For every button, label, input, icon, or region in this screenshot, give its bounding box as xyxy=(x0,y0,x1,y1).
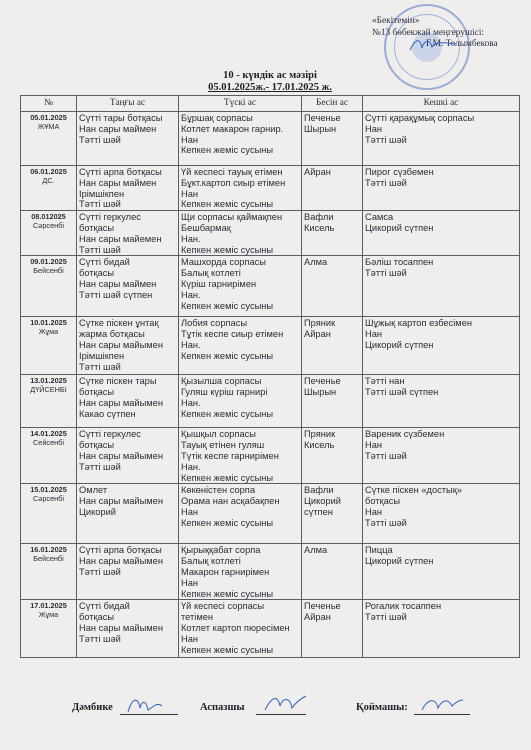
breakfast-item: Нан сары майымен xyxy=(79,496,163,507)
snack-item: Алма xyxy=(304,545,328,556)
lunch-item: Нан xyxy=(181,577,199,588)
row-date: 13.01.2025 xyxy=(30,376,67,386)
dinner-item: Тәтті шәй xyxy=(365,517,407,528)
lunch-item: Нан. xyxy=(181,289,201,300)
breakfast-item: Тәтті шәй xyxy=(79,633,121,644)
table-row xyxy=(21,428,520,484)
dinner-item: Нан xyxy=(365,123,383,134)
dinner-item: Сүтке піскен «достық» xyxy=(365,485,462,496)
breakfast-item: Омлет xyxy=(79,485,108,496)
dinner-cell xyxy=(363,112,520,166)
dinner-item: Пирог сүзбемен xyxy=(365,167,434,177)
lunch-item: Нан. xyxy=(181,397,201,408)
dinner-item: Тәтті нан xyxy=(365,376,405,387)
lunch-item: Бұкт.картоп сиыр етімен xyxy=(181,177,286,188)
breakfast-item: Какао сүтпен xyxy=(79,408,136,419)
lunch-cell xyxy=(179,166,302,211)
dinner-item: Цикорий сүтпен xyxy=(365,339,434,350)
breakfast-item: Тәтті шәй сүтпен xyxy=(79,289,153,300)
dinner-cell xyxy=(363,600,520,658)
lunch-cell xyxy=(179,211,302,256)
snack-cell xyxy=(302,211,363,256)
table-row xyxy=(21,375,520,428)
dinner-item: Нан xyxy=(365,440,383,451)
snack-item: Цикорий xyxy=(304,496,341,507)
row-day-name: Жұма xyxy=(38,327,59,337)
lunch-cell xyxy=(179,317,302,375)
breakfast-item: Сүтті бидай xyxy=(79,257,130,268)
table-row xyxy=(21,112,520,166)
breakfast-item: ботқасы xyxy=(79,440,115,451)
lunch-item: Кепкен жеміс сусыны xyxy=(181,517,274,528)
approval-signature-icon xyxy=(408,36,458,54)
breakfast-cell xyxy=(77,375,179,428)
dinner-item: Тәтті шәй сүтпен xyxy=(365,387,439,398)
breakfast-item: Нан сары майымен xyxy=(79,339,163,350)
breakfast-item: Нан сары маймен xyxy=(79,177,157,188)
dinner-item: Сүтті қарақұмық сорпасы xyxy=(365,113,475,123)
document-title xyxy=(150,70,390,94)
snack-item: Вафли xyxy=(304,212,334,223)
dinner-item: Бәліш тосаппен xyxy=(365,257,434,268)
breakfast-item: Тәтті шәй xyxy=(79,244,121,255)
row-date: 05.01.2025 xyxy=(30,113,67,122)
lunch-item: Нан. xyxy=(181,461,201,472)
snack-item: Шырын xyxy=(304,387,337,398)
lunch-item: Орама нан асқабақпен xyxy=(181,496,280,507)
row-date: 17.01.2025 xyxy=(30,601,67,611)
breakfast-item: ботқасы xyxy=(79,268,115,279)
table-row xyxy=(21,544,520,600)
breakfast-item: Цикорий xyxy=(79,506,116,517)
lunch-item: Нан xyxy=(181,134,199,145)
breakfast-cell xyxy=(77,211,179,256)
table-row xyxy=(21,256,520,317)
lunch-cell xyxy=(179,544,302,600)
breakfast-item: жарма ботқасы xyxy=(79,329,145,340)
lunch-item: Қызылша сорпасы xyxy=(181,376,262,387)
lunch-item: Нан xyxy=(181,633,199,644)
table-row xyxy=(21,317,520,375)
dinner-cell xyxy=(363,544,520,600)
snack-cell xyxy=(302,166,363,211)
breakfast-item: Сүтті арпа ботқасы xyxy=(79,545,162,556)
lunch-item: Макарон гарнирімен xyxy=(181,566,270,577)
snack-item: Кисель xyxy=(304,222,335,233)
breakfast-item: Ірімшікпен xyxy=(79,188,125,199)
dinner-cell xyxy=(363,428,520,484)
breakfast-item: Сүтті арпа ботқасы xyxy=(79,167,162,177)
breakfast-item: ботқасы xyxy=(79,612,115,623)
breakfast-cell xyxy=(77,112,179,166)
row-day-name: Бейсенбі xyxy=(33,266,64,276)
lunch-item: Үй кеспесі тауық етімен xyxy=(181,167,283,177)
date-cell xyxy=(21,317,77,375)
dinner-cell xyxy=(363,317,520,375)
lunch-item: Машхорда сорпасы xyxy=(181,257,266,268)
lunch-item: Нан. xyxy=(181,233,201,244)
date-cell xyxy=(21,544,77,600)
column-header-lunch: Түскі ас xyxy=(179,96,302,112)
row-day-name: Бейсенбі xyxy=(33,554,64,564)
row-date: 09.01.2025 xyxy=(30,257,67,267)
dinner-item: Цикорий сүтпен xyxy=(365,222,434,233)
row-day-name: ДҮЙСЕНБІ xyxy=(30,385,67,395)
lunch-item: Лобия сорпасы xyxy=(181,318,248,329)
approval-heading: «Бекітемін» xyxy=(372,16,420,26)
snack-cell xyxy=(302,600,363,658)
snack-item: Пряник xyxy=(304,318,336,329)
dinner-item: Тәтті шәй xyxy=(365,450,407,461)
column-header-snack: Бесін ас xyxy=(302,96,363,112)
lunch-item: Кепкен жеміс сусыны xyxy=(181,145,274,156)
dinner-cell xyxy=(363,375,520,428)
lunch-item: Кепкен жеміс сусыны xyxy=(181,199,274,210)
breakfast-item: ботқасы xyxy=(79,387,115,398)
snack-item: Печенье xyxy=(304,113,341,123)
lunch-item: Кепкен жеміс сусыны xyxy=(181,588,274,599)
approval-name: Г.М. Толымбекова xyxy=(426,39,498,49)
lunch-item: Балық котлеті xyxy=(181,268,241,279)
breakfast-cell xyxy=(77,484,179,544)
lunch-item: Тұтік кеспе сиыр етімен xyxy=(181,329,284,340)
snack-item: Печенье xyxy=(304,376,341,387)
snack-item: Алма xyxy=(304,257,328,268)
snack-cell xyxy=(302,544,363,600)
lunch-item: Түтік кеспе гарнирімен xyxy=(181,450,279,461)
lunch-item: Тауық етінен гуляш xyxy=(181,440,265,451)
table-row xyxy=(21,211,520,256)
breakfast-item: Нан сары майымен xyxy=(79,450,163,461)
lunch-item: Бешбармақ xyxy=(181,222,231,233)
breakfast-item: Нан сары маймен xyxy=(79,278,157,289)
menu-table xyxy=(20,95,520,658)
lunch-cell xyxy=(179,112,302,166)
dietitian-signature-icon xyxy=(124,692,164,718)
breakfast-item: Тәтті шәй xyxy=(79,461,121,472)
lunch-item: Кепкен жеміс сусыны xyxy=(181,408,274,419)
breakfast-item: Нан сары майемен xyxy=(79,233,162,244)
snack-item: Айран xyxy=(304,329,331,340)
breakfast-item: Тәтті шәй xyxy=(79,566,121,577)
lunch-cell xyxy=(179,484,302,544)
storekeeper-label: Қоймашы: xyxy=(356,702,408,713)
snack-cell xyxy=(302,112,363,166)
snack-item: Вафли xyxy=(304,485,334,496)
snack-item: Шырын xyxy=(304,123,337,134)
dinner-cell xyxy=(363,211,520,256)
breakfast-item: Сүтті бидай xyxy=(79,601,130,612)
lunch-item: Котлет картоп пюресімен xyxy=(181,622,290,633)
dinner-item: ботқасы xyxy=(365,496,401,507)
cook-label: Аспазшы xyxy=(200,702,245,713)
title-period: 05.01.2025ж.- 17.01.2025 ж. xyxy=(208,82,332,93)
date-cell xyxy=(21,256,77,317)
breakfast-item: Сүтке піскен тары xyxy=(79,376,157,387)
dinner-cell xyxy=(363,484,520,544)
column-header-dinner: Кешкі ас xyxy=(363,96,520,112)
row-date: 14.01.2025 xyxy=(30,429,67,439)
cook-signature-icon xyxy=(262,692,308,718)
dinner-item: Нан xyxy=(365,329,383,340)
breakfast-item: Ірімшікпен xyxy=(79,350,125,361)
lunch-item: Балық котлеті xyxy=(181,556,241,567)
breakfast-item: Тәтті шәй xyxy=(79,134,121,145)
dinner-item: Тәтті шәй xyxy=(365,612,407,623)
lunch-item: Щи сорпасы қаймақпен xyxy=(181,212,283,223)
snack-item: Айран xyxy=(304,612,331,623)
title-main: 10 - күндік ас мәзірі xyxy=(223,70,317,81)
row-date: 06.01.2025 xyxy=(30,167,67,176)
storekeeper-signature-icon xyxy=(418,692,464,718)
row-day-name: ЖҰМА xyxy=(37,122,60,131)
table-header-row xyxy=(21,96,520,112)
row-date: 15.01.2025 xyxy=(30,485,67,495)
breakfast-item: Нан сары майымен xyxy=(79,397,163,408)
lunch-item: Кепкен жеміс сусыны xyxy=(181,300,274,311)
lunch-item: Күріш гарнирімен xyxy=(181,278,257,289)
dinner-cell xyxy=(363,256,520,317)
snack-item: Кисель xyxy=(304,440,335,451)
lunch-cell xyxy=(179,256,302,317)
snack-item: Печенье xyxy=(304,601,341,612)
lunch-cell xyxy=(179,428,302,484)
row-day-name: Жұма xyxy=(38,610,59,620)
breakfast-item: Тәтті шәй xyxy=(79,361,121,372)
date-cell xyxy=(21,375,77,428)
row-date: 08.012025 xyxy=(31,212,66,222)
date-cell xyxy=(21,600,77,658)
lunch-item: Қышқыл сорпасы xyxy=(181,429,256,440)
dietitian-label: Дәмбике xyxy=(72,702,113,713)
lunch-item: Бұршақ сорпасы xyxy=(181,113,253,123)
snack-cell xyxy=(302,256,363,317)
date-cell xyxy=(21,211,77,256)
snack-cell xyxy=(302,375,363,428)
dinner-item: Тәтті шәй xyxy=(365,134,407,145)
lunch-item: Котлет макарон гарнир. xyxy=(181,123,284,134)
row-day-name: ДС. xyxy=(42,176,55,185)
breakfast-item: Сүтті тары ботқасы xyxy=(79,113,163,123)
lunch-item: Гуляш күріш гарнирі xyxy=(181,387,268,398)
date-cell xyxy=(21,166,77,211)
lunch-item: Үй кеспесі сорпасы xyxy=(181,601,265,612)
lunch-cell xyxy=(179,375,302,428)
date-cell xyxy=(21,112,77,166)
breakfast-item: Тәтті шәй xyxy=(79,199,121,210)
breakfast-item: Нан сары майымен xyxy=(79,556,163,567)
lunch-cell xyxy=(179,600,302,658)
table-row xyxy=(21,166,520,211)
snack-item: Пряник xyxy=(304,429,336,440)
breakfast-cell xyxy=(77,544,179,600)
table-row xyxy=(21,600,520,658)
lunch-item: тетімен xyxy=(181,612,214,623)
dinner-item: Шұжық картоп езбесімен xyxy=(365,318,472,329)
breakfast-cell xyxy=(77,166,179,211)
dinner-item: Тәтті шәй xyxy=(365,268,407,279)
lunch-item: Кепкен жеміс сусыны xyxy=(181,350,274,361)
dinner-item: Цикорий сүтпен xyxy=(365,556,434,567)
lunch-item: Кепкен жеміс сусыны xyxy=(181,244,274,255)
row-date: 16.01.2025 xyxy=(30,545,67,555)
dinner-item: Рогалик тосаппен xyxy=(365,601,442,612)
breakfast-item: Нан сары майымен xyxy=(79,622,163,633)
row-date: 10.01.2025 xyxy=(30,318,67,328)
lunch-item: Қырыққабат сорпа xyxy=(181,545,261,556)
snack-item: сүтпен xyxy=(304,506,333,517)
column-header-breakfast: Таңғы ас xyxy=(77,96,179,112)
breakfast-item: Сүтті геркулес xyxy=(79,429,141,440)
breakfast-item: Сүтті геркулес xyxy=(79,212,141,223)
snack-cell xyxy=(302,428,363,484)
breakfast-item: Сүтке піскен ұнтақ xyxy=(79,318,159,329)
table-row xyxy=(21,484,520,544)
lunch-item: Кепкен жеміс сусыны xyxy=(181,644,274,655)
lunch-item: Көкөністен сорпа xyxy=(181,485,256,496)
table-body xyxy=(21,112,520,658)
dinner-cell xyxy=(363,166,520,211)
snack-item: Айран xyxy=(304,167,331,177)
dinner-item: Тәтті шәй xyxy=(365,177,407,188)
column-header-number: № xyxy=(21,96,77,112)
dinner-item: Нан xyxy=(365,506,383,517)
breakfast-item: Нан сары маймен xyxy=(79,123,157,134)
signatures-footer xyxy=(0,692,531,722)
breakfast-cell xyxy=(77,256,179,317)
row-day-name: Сәрсенбі xyxy=(33,221,64,231)
lunch-item: Нан. xyxy=(181,339,201,350)
date-cell xyxy=(21,484,77,544)
dinner-item: Самса xyxy=(365,212,394,223)
snack-cell xyxy=(302,317,363,375)
lunch-item: Кепкен жеміс сусыны xyxy=(181,472,274,483)
breakfast-item: ботқасы xyxy=(79,222,115,233)
approval-position: №13 бөбекжай меңгерушісі: xyxy=(372,27,484,38)
breakfast-cell xyxy=(77,317,179,375)
date-cell xyxy=(21,428,77,484)
dinner-item: Пицца xyxy=(365,545,393,556)
snack-cell xyxy=(302,484,363,544)
lunch-item: Нан xyxy=(181,506,199,517)
lunch-item: Нан xyxy=(181,188,199,199)
breakfast-cell xyxy=(77,428,179,484)
row-day-name: Сейсенбі xyxy=(33,438,64,448)
row-day-name: Сәрсенбі xyxy=(33,494,64,504)
dinner-item: Вареник сүзбемен xyxy=(365,429,445,440)
breakfast-cell xyxy=(77,600,179,658)
